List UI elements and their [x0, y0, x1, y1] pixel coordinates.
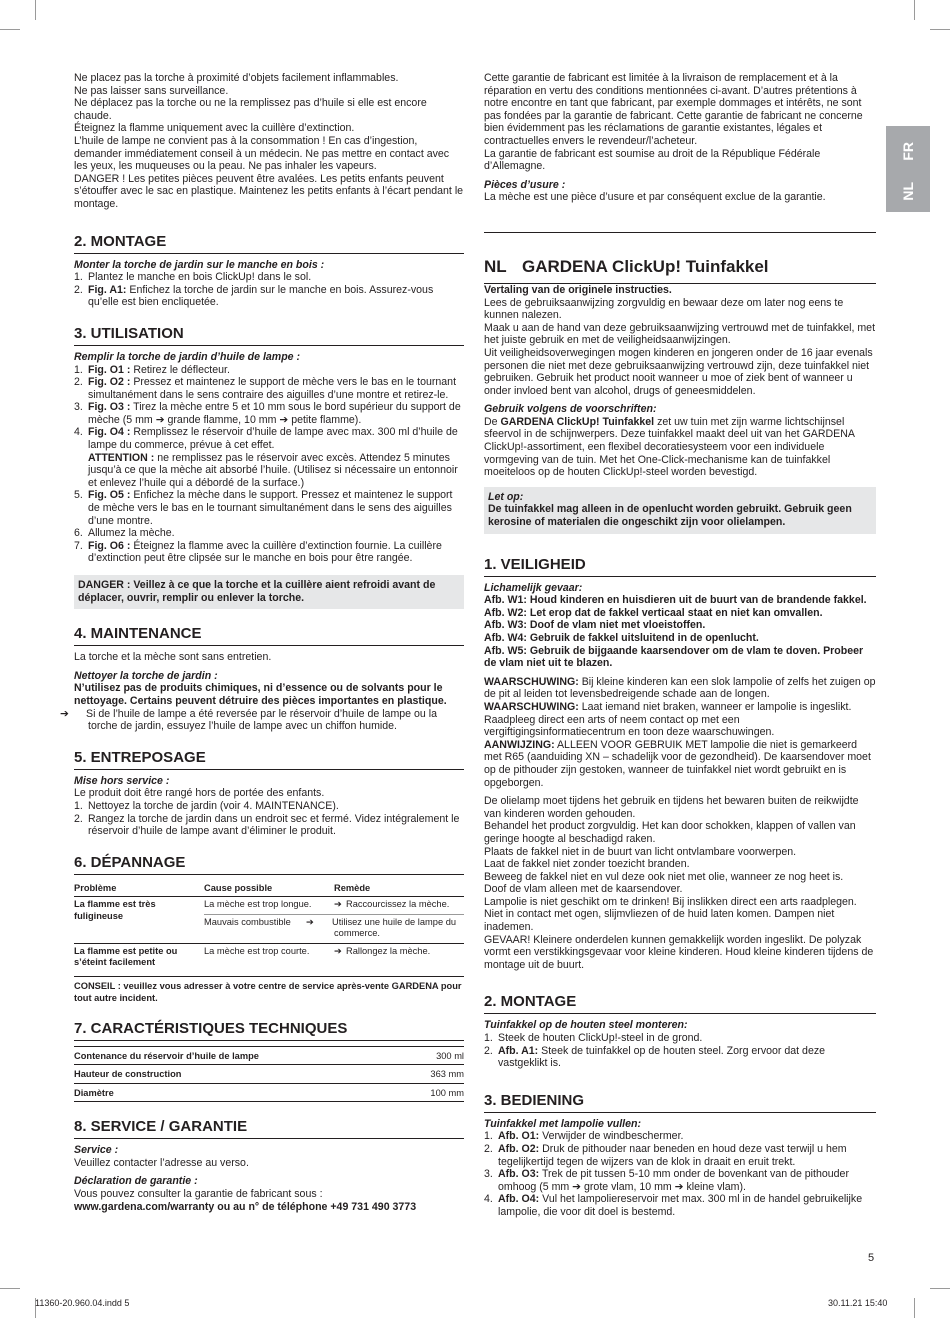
crop-mark [914, 0, 915, 20]
safety-line: Afb. W4: Gebruik de fakkel uitsluitend in de openlucht. [484, 632, 759, 644]
section-heading: 8. SERVICE / GARANTIE [74, 1118, 464, 1139]
crop-mark [914, 1298, 915, 1318]
spec-label: Diamètre [74, 1083, 404, 1102]
steps-list [484, 1032, 876, 1070]
translation-note: Vertaling van de originele instructies. [484, 283, 672, 296]
list-item: 2. Fig. A1: Enfichez la torche de jardin sur le manche en bois. Assurez-vous qu’elle est bien encliquetée. [74, 283, 434, 309]
text-line: L’huile de lampe ne convient pas à la consommation ! En cas d’ingestion, demander immédiatement conseil à un médecin. Ne pas mettre en contact avec les yeux, les muqueuses ou la peau. Ne pas inhaler les vapeurs. [74, 134, 450, 173]
nl-section [484, 232, 876, 1219]
arrow-icon: ➔ [334, 945, 342, 956]
section-heading: 3. BEDIENING [484, 1092, 876, 1113]
text-line: Éteignez la flamme uniquement avec la cuillère d’extinction. [74, 122, 355, 135]
list-item: 6. Allumez la mèche. [74, 527, 175, 540]
language-tab-nl[interactable]: NL [886, 170, 930, 212]
text-line: Ne déplacez pas la torche ou ne la remplissez pas d’huile si elle est encore chaude. [74, 97, 427, 122]
column-header: Remède [334, 880, 464, 897]
subheading: Remplir la torche de jardin d’huile de lampe : [74, 350, 301, 363]
warning-paragraph: WAARSCHUWING: Bij kleine kinderen kan een slok lampolie of zelfs het zuigen op de pit al leiden tot levensbedreigende schade aan de longen. [484, 675, 876, 701]
list-item: 7. Fig. O6 : Éteignez la flamme avec la cuillère d’extinction fournie. La cuillère d’extinction peut être clipsée sur le manche en bois pour être rangée. [74, 539, 442, 565]
spec-value: 363 mm [404, 1065, 464, 1084]
table-cell: Mauvais combustible [204, 914, 334, 943]
steps-list [74, 800, 464, 838]
paragraph: Doof de vlam alleen met de kaarsendover. [484, 883, 683, 896]
paragraph: Veuillez contacter l’adresse au verso. [74, 1156, 249, 1169]
list-item: 5. Fig. O5 : Enfichez la mèche dans le support. Pressez et maintenez le support de mèche vers le bas en le tournant simultanément dans le sens des aiguilles d’une montre. [74, 489, 453, 527]
list-item: 1. Steek de houten ClickUp!-steel in de grond. [484, 1032, 703, 1045]
section-heading: 2. MONTAGE [74, 233, 464, 254]
text-line: DANGER ! Les petites pièces peuvent être avalées. Les petits enfants peuvent s’étouffer avec le sac en plastique. Maintenez les petits enfants à l’écart pendant le montage. [74, 172, 464, 210]
steps-list [74, 271, 464, 309]
paragraph: Lampolie is niet geschikt om te drinken! Bij inslikken direct een arts raadplegen. Niet in contact met ogen, slijmvliezen of de huid laten komen. Dampen niet inademen. [484, 895, 857, 934]
section-heading: 4. MAINTENANCE [74, 625, 464, 646]
subheading: Tuinfakkel met lampolie vullen: [484, 1117, 641, 1130]
right-column [484, 72, 876, 1219]
table-cell: ➔ Rallongez la mèche. [334, 945, 431, 956]
subheading: Mise hors service : [74, 774, 170, 787]
table-row [74, 1046, 464, 1065]
paragraph: Le produit doit être rangé hors de portée des enfants. [74, 787, 325, 800]
subheading: Lichamelijk gevaar: [484, 581, 583, 594]
list-item: 2. Rangez la torche de jardin dans un endroit sec et fermé. Videz intégralement le réservoir d’huile de lampe avant d’éliminer le produit. [74, 812, 460, 838]
section-heading: 1. VEILIGHEID [484, 556, 876, 577]
subheading: Pièces d’usure : [484, 178, 566, 191]
subheading: Tuinfakkel op de houten steel monteren: [484, 1019, 688, 1032]
table-cell: La flamme est très fuligineuse [74, 897, 204, 944]
safety-line: Afb. W3: Doof de vlam niet met vloeistoffen. [484, 619, 706, 632]
crop-mark [930, 29, 950, 30]
text-line: Ne placez pas la torche à proximité d’objets facilement inflammables. [74, 72, 399, 84]
list-item: 2. Afb. O2: Druk de pithouder naar beneden en houd deze vast terwijl u hem tegelijkertijd tegen de wijzers van de klok in draait en eruit trekt. [484, 1143, 847, 1168]
warning-paragraph: WAARSCHUWING: Laat iemand niet braken, wanneer er lampolie is ingeslikt. Raadpleeg direct een arts of neem contact op met een vergiftigingsinformatiecentrum en toon deze waarschuwingen. [484, 700, 852, 739]
paragraph: La torche et la mèche sont sans entretien. [74, 651, 272, 664]
troubleshooting-table [74, 880, 464, 972]
paragraph: La mèche est une pièce d’usure et par conséquent exclue de la garantie. [484, 191, 826, 204]
spec-value: 100 mm [404, 1083, 464, 1102]
file-slug: 11360-20.960.04.indd 5 [35, 1298, 130, 1308]
table-row [74, 1083, 464, 1102]
left-column [60, 72, 464, 1213]
paragraph: Laat de fakkel niet zonder toezicht branden. [484, 858, 690, 871]
danger-box: DANGER : Veillez à ce que la torche et la cuillère aient refroidi avant de déplacer, ouvrir, remplir ou enlever la torche. [74, 575, 464, 609]
safety-line: Afb. W5: Gebruik de bijgaande kaarsendover om de vlam te doven. Probeer de vlam niet uit te blazen. [484, 644, 864, 670]
list-item: 4. Fig. O4 : Remplissez le réservoir d’huile de lampe avec max. 300 ml d’huile de lampe du commerce, prévue à cet effet. [74, 426, 458, 452]
paragraph: Uit veiligheidsoverwegingen mogen kinderen en jongeren onder de 16 jaar evenals personen die niet met deze gebruiksaanwijzing vertrouwd zijn, deze tuinfakkel niet gebruiken. Gebruik het product nooit wanneer u moe of ziek bent of wanneer u onder invloed bent van alcohol, drugs of geneesmiddelen. [484, 346, 873, 397]
paragraph: GEVAAR! Kleinere onderdelen kunnen gemakkelijk worden ingeslikt. De polyzak vormt een verstikkingsgevaar voor kleine kinderen. Houd kleine kinderen tijdens de montage uit de buurt. [484, 933, 874, 971]
list-item: 2. Fig. O2 : Pressez et maintenez le support de mèche vers le bas en le tournant simultanément dans le sens contraire des aiguilles d’une montre et retirez-le. [74, 376, 457, 401]
table-cell: La mèche est trop courte. [204, 945, 310, 956]
list-item: 1. Nettoyez la torche de jardin (voir 4. MAINTENANCE). [74, 799, 339, 812]
crop-mark [0, 1288, 20, 1289]
list-item: 1. Afb. O1: Verwijder de windbeschermer. [484, 1130, 684, 1143]
tip-note: CONSEIL : veuillez vous adresser à votre centre de service après-vente GARDENA pour tout autre incident. [74, 976, 464, 1004]
attention-note: ATTENTION : ne remplissez pas le réservoir avec excès. Attendez 5 minutes jusqu’à ce que la mèche ait absorbé l’huile. (Utilisez si nécessaire un entonnoir et enlevez l’huile qui a débordé de la surface.) [88, 451, 458, 489]
safety-continued [74, 72, 464, 211]
section-heading: 2. MONTAGE [484, 993, 876, 1014]
crop-mark [930, 1288, 950, 1289]
safety-line: Afb. W1: Houd kinderen en huisdieren uit de buurt van de brandende fakkel. [484, 594, 867, 607]
table-row [74, 1065, 464, 1084]
spec-label: Hauteur de construction [74, 1065, 404, 1084]
table-row [74, 897, 464, 915]
spec-label: Contenance du réservoir d’huile de lampe [74, 1046, 404, 1065]
section-heading: 3. UTILISATION [74, 325, 464, 346]
note-label: Let op: [488, 490, 524, 503]
language-code: NL [484, 256, 507, 276]
tech-specs-table [74, 1046, 464, 1103]
paragraph: Behandel het product zorgvuldig. Het kan door schokken, klappen of vallen van geringe hoogte al beschadigd raken. [484, 820, 856, 845]
list-item: 1. Plantez le manche en bois ClickUp! dans le sol. [74, 271, 312, 284]
paragraph: Plaats de fakkel niet in de buurt van licht ontvlambare voorwerpen. [484, 845, 797, 858]
arrow-icon: ➔ [334, 899, 342, 910]
hint-paragraph: AANWIJZING: ALLEEN VOOR GEBRUIK MET lampolie die niet is gemarkeerd met R65 (aanduiding XN – schadelijk voor de gezondheid). De kaarsendover moet op de pithouder zijn gestoken, wanneer de tuinfakkel niet wordt gebruikt en is opgeborgen. [484, 738, 871, 789]
crop-mark [35, 0, 36, 20]
paragraph: Cette garantie de fabricant est limitée à la livraison de remplacement et à la réparation en vertu des conditions mentionnées ci-avant. D’autres prétentions à notre encontre en tant que fabricant, par exemple dommages et intérêts, ne sont pas fondées par la garantie de fabricant. Cette garantie de fabricant ne concerne bien évidemment pas les réclamations de garantie existantes, légales et contractuelles envers le revendeur/l’acheteur. [484, 72, 863, 147]
safety-line: Afb. W2: Let erop dat de fakkel verticaal staat en niet kan omvallen. [484, 606, 823, 619]
table-cell: ➔ Raccourcissez la mèche. [334, 897, 464, 915]
table-header-row [74, 880, 464, 897]
paragraph: De GARDENA ClickUp! Tuinfakkel zet uw tuin met zijn warme lichtschijnsel sfeervol in de schijnwerpers. Deze tuinfakkel maakt deel uit van het GARDENA ClickUp!-assortiment, een flexibel decoratiesysteem voor een individuele vormgeving van de tuin. Met het One-Click-mechanisme kan de tuinfakkel moeiteloos op de houten ClickUp!-steel worden bevestigd. [484, 415, 855, 479]
table-row [74, 943, 464, 972]
paragraph: De olielamp moet tijdens het gebruik en tijdens het bewaren buiten de reikwijdte van kinderen worden gehouden. [484, 795, 859, 820]
note-text: De tuinfakkel mag alleen in de openlucht worden gebruikt. Gebruik geen kerosine of materialen die ongeschikt zijn voor olielampen. [488, 503, 852, 529]
crop-mark [0, 29, 20, 30]
table-cell: La flamme est petite ou s’éteint facilement [74, 945, 178, 968]
subheading: Service : [74, 1144, 119, 1157]
column-header: Cause possible [204, 880, 334, 897]
table-cell: La mèche est trop longue. [204, 897, 334, 915]
text-line: Ne pas laisser sans surveillance. [74, 84, 229, 97]
paragraph: Lees de gebruiksaanwijzing zorgvuldig en bewaar deze om later nog eens te kunnen nalezen. [484, 296, 844, 322]
arrow-item: ➔ Si de l’huile de lampe a été reversée par le réservoir d’huile de lampe ou la torche de jardin, essuyez l’huile de lampe avec un chiffon humide. [60, 707, 437, 733]
subheading: Monter la torche de jardin sur le manche en bois : [74, 258, 325, 271]
section-heading: 7. CARACTÉRISTIQUES TECHNIQUES [74, 1020, 464, 1041]
paragraph: Vous pouvez consulter la garantie de fabricant sous : [74, 1188, 323, 1200]
paragraph: La garantie de fabricant est soumise au droit de la République Fédérale d’Allemagne. [484, 147, 821, 173]
print-timestamp: 30.11.21 15:40 [828, 1298, 888, 1308]
paragraph: Maak u aan de hand van deze gebruiksaanwijzing vertrouwd met de tuinfakkel, met het juiste gebruik en met de veiligheidsaanwijzingen. [484, 321, 876, 347]
paragraph: Beweeg de fakkel niet en vul deze ook niet met olie, wanneer ze nog heet is. [484, 870, 844, 883]
list-item: 2. Afb. A1: Steek de tuinfakkel op de houten steel. Zorg ervoor dat deze vastgeklikt is. [484, 1044, 826, 1070]
list-item: 3. Fig. O3 : Tirez la mèche entre 5 et 10 mm sous le bord supérieur du support de mèche (5 mm ➔ grande flamme, 10 mm ➔ petite flamme). [74, 401, 461, 426]
section-heading: 5. ENTREPOSAGE [74, 749, 464, 770]
language-tab-fr[interactable]: FR [886, 126, 930, 176]
note-box [484, 487, 876, 534]
list-item: 1. Fig. O1 : Retirez le déflecteur. [74, 363, 230, 376]
page-number: 5 [868, 1252, 875, 1264]
steps-list [484, 1130, 876, 1218]
subheading: Déclaration de garantie : [74, 1175, 198, 1188]
list-item: 3. Afb. O3: Trek de pit tussen 5-10 mm onder de bovenkant van de pithouder omhoog (5 mm ➔ grote vlam, 10 mm ➔ kleine vlam). [484, 1168, 849, 1193]
section-heading: 6. DÉPANNAGE [74, 854, 464, 875]
arrow-icon: ➔ [306, 916, 314, 927]
warning-text: N’utilisez pas de produits chimiques, ni d’essence ou de solvants pour le nettoyage. Certains peuvent détruire des pièces importantes en plastique. [74, 682, 447, 707]
subheading: Nettoyer la torche de jardin : [74, 669, 218, 682]
column-header: Problème [74, 880, 204, 897]
steps-list [74, 364, 464, 566]
spec-value: 300 ml [404, 1046, 464, 1065]
list-item: 4. Afb. O4: Vul het lampoliereservoir met max. 300 ml in de handel gebruikelijke lampolie, die voor dit doel is bestemd. [484, 1193, 863, 1218]
warranty-link[interactable]: www.gardena.com/warranty ou au n° de téléphone +49 731 490 3773 [74, 1200, 417, 1213]
table-cell: ➔ Utilisez une huile de lampe du commerce. [334, 914, 464, 943]
subheading: Gebruik volgens de voorschriften: [484, 403, 657, 416]
page-title: NL GARDENA ClickUp! Tuinfakkel [484, 256, 769, 276]
arrow-icon: ➔ [60, 707, 69, 720]
